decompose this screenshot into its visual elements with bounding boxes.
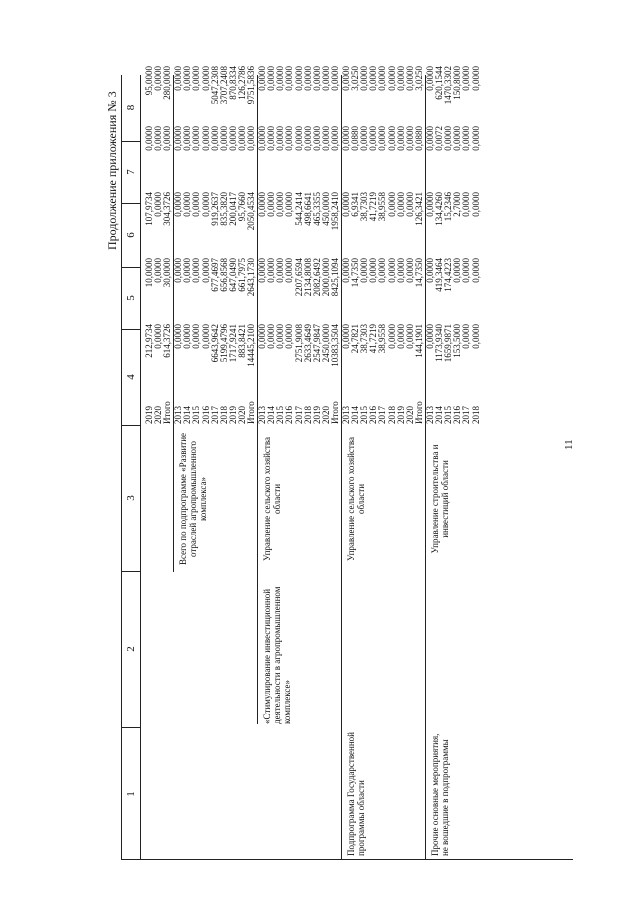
year-cell: 2018 <box>218 406 229 424</box>
local-budget-cell: 0,0000 <box>425 126 435 151</box>
regional-budget-cell: 304,3726 <box>162 192 173 226</box>
federal-budget-cell: 0,0000 <box>173 258 184 283</box>
year-cell: 2017 <box>377 406 388 424</box>
total-cell: 0,0000 <box>425 324 435 349</box>
other-sources-cell: 126,2786 <box>236 66 247 100</box>
local-budget-cell: 0,0000 <box>200 126 211 151</box>
other-sources-cell: 0,0000 <box>368 66 379 91</box>
local-budget-cell: 0,0000 <box>209 126 220 151</box>
total-cell: 0,0000 <box>284 324 295 349</box>
year-cell: 2014 <box>350 406 361 424</box>
column-header-3: 3 <box>122 425 140 572</box>
total-cell: 1717,9241 <box>227 324 238 363</box>
other-sources-cell: 0,0000 <box>293 66 304 91</box>
federal-budget-cell: 647,0490 <box>227 258 238 292</box>
other-sources-cell: 3,0250 <box>413 66 424 91</box>
total-cell: 38,7303 <box>359 324 370 354</box>
year-cell: 2015 <box>443 406 454 424</box>
regional-budget-cell: 0,0000 <box>404 192 415 217</box>
total-cell: 0,0000 <box>404 324 415 349</box>
local-budget-cell: 0,0000 <box>368 126 379 151</box>
total-cell: 38,9558 <box>377 324 388 354</box>
regional-budget-cell: 465,3355 <box>311 192 322 226</box>
total-cell: 0,0000 <box>153 324 164 349</box>
other-sources-cell: 5047,2308 <box>209 66 220 105</box>
regional-budget-cell: 38,9558 <box>377 192 388 222</box>
federal-budget-cell: 2207,6594 <box>293 258 304 297</box>
regional-budget-cell: 0,0000 <box>182 192 193 217</box>
regional-budget-cell: 2050,4534 <box>246 192 257 231</box>
regional-budget-cell: 0,0000 <box>173 192 184 217</box>
local-budget-cell: 0,0000 <box>246 126 257 151</box>
local-budget-cell: 0,0000 <box>191 126 202 151</box>
regional-budget-cell: 0,0000 <box>461 192 472 217</box>
local-budget-cell: 0,0000 <box>311 126 322 151</box>
federal-budget-cell: 0,0000 <box>341 258 352 283</box>
regional-budget-cell: 107,9734 <box>144 192 154 226</box>
federal-budget-cell: 0,0000 <box>470 258 481 283</box>
local-budget-cell: 0,0000 <box>218 126 229 151</box>
other-sources-cell: 150,8000 <box>452 66 463 100</box>
regional-budget-cell: 0,0000 <box>284 192 295 217</box>
other-sources-cell: 0,0000 <box>395 66 406 91</box>
other-sources-cell: 0,0000 <box>461 66 472 91</box>
local-budget-cell: 0,0000 <box>461 126 472 151</box>
federal-budget-cell: 0,0000 <box>404 258 415 283</box>
other-sources-cell: 870,8334 <box>227 66 238 100</box>
rotated-page <box>105 65 575 870</box>
total-cell: 5199,4796 <box>218 324 229 363</box>
total-cell: 14445,2100 <box>246 324 257 367</box>
local-budget-cell: 0,0000 <box>182 126 193 151</box>
regional-budget-cell: 95,7660 <box>236 192 247 222</box>
year-cell: 2013 <box>257 406 268 424</box>
local-budget-cell: 0,0000 <box>173 126 184 151</box>
local-budget-cell: 0,0000 <box>275 126 286 151</box>
local-budget-cell: 0,0000 <box>153 126 164 151</box>
total-cell: 0,0000 <box>461 324 472 349</box>
total-cell: 1659,9871 <box>443 324 454 363</box>
local-budget-cell: 0,0000 <box>162 126 173 151</box>
federal-budget-cell: 0,0000 <box>257 258 268 283</box>
year-cell: 2016 <box>284 406 295 424</box>
column-header-6: 6 <box>122 203 140 268</box>
other-sources-cell: 0,0000 <box>329 66 340 91</box>
federal-budget-cell: 0,0000 <box>377 258 388 283</box>
column-header-5: 5 <box>122 267 140 330</box>
year-cell: 2020 <box>404 406 415 424</box>
federal-budget-cell: 0,0000 <box>153 258 164 283</box>
other-sources-cell: 0,0000 <box>284 66 295 91</box>
other-sources-cell: 0,0000 <box>153 66 164 91</box>
local-budget-cell: 0,0000 <box>341 126 352 151</box>
other-sources-cell: 620,1544 <box>434 66 445 100</box>
regional-budget-cell: 835,3820 <box>218 192 229 226</box>
column-header-2: 2 <box>122 571 140 728</box>
other-sources-cell: 0,0000 <box>200 66 211 91</box>
other-sources-cell: 0,0000 <box>275 66 286 91</box>
year-cell: Итого <box>246 401 257 424</box>
responsible-executor-cell: Управление сельского хозяйства области <box>346 437 367 561</box>
federal-budget-cell: 677,4697 <box>209 258 220 292</box>
year-cell: Итого <box>413 401 424 424</box>
federal-budget-cell: 0,0000 <box>368 258 379 283</box>
total-cell: 212,9734 <box>144 324 154 358</box>
other-sources-cell: 0,0000 <box>377 66 388 91</box>
regional-budget-cell: 0,0000 <box>341 192 352 217</box>
local-budget-cell: 0,0000 <box>284 126 295 151</box>
regional-budget-cell: 41,7219 <box>368 192 379 222</box>
total-cell: 0,0000 <box>341 324 352 349</box>
local-budget-cell: 0,0000 <box>395 126 406 151</box>
federal-budget-cell: 0,0000 <box>359 258 370 283</box>
year-cell: 2016 <box>200 406 211 424</box>
regional-budget-cell: 498,6641 <box>302 192 313 226</box>
appendix-continuation-label: Продолжение приложения № 3 <box>105 91 119 250</box>
other-sources-cell: 0,0000 <box>341 66 352 91</box>
total-cell: 0,0000 <box>266 324 277 349</box>
responsible-executor-cell: Всего по подпрограмме «Развитие отраслей агропромышленного комплекса» <box>178 432 209 566</box>
year-cell: 2014 <box>266 406 277 424</box>
program-name-cell: Подпрограмма Государственной программы области <box>346 732 367 856</box>
federal-budget-cell: 10,0000 <box>144 258 154 288</box>
federal-budget-cell: 419,3464 <box>434 258 445 292</box>
federal-budget-cell: 0,0000 <box>461 258 472 283</box>
other-sources-cell: 0,0000 <box>320 66 331 91</box>
year-cell: 2013 <box>173 406 184 424</box>
total-cell: 2633,4649 <box>302 324 313 363</box>
other-sources-cell: 280,0000 <box>162 66 173 100</box>
year-cell: 2017 <box>293 406 304 424</box>
regional-budget-cell: 0,0000 <box>153 192 164 217</box>
local-budget-cell: 0,0000 <box>257 126 268 151</box>
local-budget-cell: 0,0000 <box>470 126 481 151</box>
regional-budget-cell: 0,0000 <box>395 192 406 217</box>
total-cell: 0,0000 <box>275 324 286 349</box>
year-cell: 2019 <box>395 406 406 424</box>
year-cell: 2018 <box>470 406 481 424</box>
other-sources-cell: 0,0000 <box>182 66 193 91</box>
column-header-7: 7 <box>122 141 140 204</box>
column-header-1: 1 <box>125 791 137 797</box>
total-cell: 0,0000 <box>470 324 481 349</box>
other-sources-cell: 3707,2408 <box>218 66 229 105</box>
other-sources-cell: 9751,5836 <box>246 66 257 105</box>
other-sources-cell: 0,0000 <box>359 66 370 91</box>
total-cell: 0,0000 <box>173 324 184 349</box>
regional-budget-cell: 0,0000 <box>257 192 268 217</box>
local-budget-cell: 0,0000 <box>236 126 247 151</box>
year-cell: 2015 <box>359 406 370 424</box>
regional-budget-cell: 134,4260 <box>434 192 445 226</box>
budget-table <box>121 66 573 860</box>
total-cell: 24,7821 <box>350 324 361 354</box>
federal-budget-cell: 656,8568 <box>218 258 229 292</box>
federal-budget-cell: 0,0000 <box>275 258 286 283</box>
local-budget-cell: 0,0000 <box>377 126 388 151</box>
federal-budget-cell: 174,4223 <box>443 258 454 292</box>
year-cell: 2020 <box>153 406 164 424</box>
year-cell: 2014 <box>434 406 445 424</box>
federal-budget-cell: 2134,8008 <box>302 258 313 297</box>
total-cell: 10383,3504 <box>329 324 340 367</box>
regional-budget-cell: 2,7000 <box>452 192 463 217</box>
federal-budget-cell: 0,0000 <box>284 258 295 283</box>
page-number: 11 <box>563 439 575 450</box>
other-sources-cell: 0,0000 <box>191 66 202 91</box>
year-cell: 2020 <box>320 406 331 424</box>
table-block <box>425 66 481 860</box>
federal-budget-cell: 661,7975 <box>236 258 247 292</box>
total-cell: 0,0000 <box>395 324 406 349</box>
table-block <box>173 66 257 860</box>
regional-budget-cell: 0,0000 <box>470 192 481 217</box>
year-cell: 2020 <box>236 406 247 424</box>
year-cell: 2018 <box>302 406 313 424</box>
regional-budget-cell: 544,2414 <box>293 192 304 226</box>
local-budget-cell: 0,0880 <box>350 126 361 151</box>
federal-budget-cell: 2000,0000 <box>320 258 331 297</box>
year-cell: 2018 <box>386 406 397 424</box>
total-cell: 2547,9847 <box>311 324 322 363</box>
year-cell: 2016 <box>368 406 379 424</box>
federal-budget-cell: 0,0000 <box>395 258 406 283</box>
other-sources-cell: 0,0000 <box>386 66 397 91</box>
other-sources-cell: 95,0000 <box>144 66 154 96</box>
other-sources-cell: 1470,3302 <box>443 66 454 105</box>
regional-budget-cell: 0,0000 <box>275 192 286 217</box>
federal-budget-cell: 0,0000 <box>200 258 211 283</box>
year-cell: Итого <box>329 401 340 424</box>
federal-budget-cell: 14,7350 <box>413 258 424 288</box>
total-cell: 41,7219 <box>368 324 379 354</box>
measure-name-cell: «Стимулирование инвестиционной деятельности в агропромышленном комплексе» <box>262 586 293 724</box>
local-budget-cell: 0,0000 <box>359 126 370 151</box>
local-budget-cell: 0,0000 <box>443 126 454 151</box>
regional-budget-cell: 15,2346 <box>443 192 454 222</box>
year-cell: 2014 <box>182 406 193 424</box>
federal-budget-cell: 2643,1730 <box>246 258 257 297</box>
local-budget-cell: 0,0000 <box>293 126 304 151</box>
program-name-cell: Прочие основные мероприятия, не вошедшие в подпрограммы <box>430 733 450 856</box>
local-budget-cell: 0,0000 <box>227 126 238 151</box>
regional-budget-cell: 1958,2410 <box>329 192 340 231</box>
year-cell: 2013 <box>425 406 435 424</box>
local-budget-cell: 0,0072 <box>434 126 445 151</box>
total-cell: 1173,9340 <box>434 324 445 362</box>
regional-budget-cell: 6,9341 <box>350 192 361 217</box>
other-sources-cell: 0,0000 <box>470 66 481 91</box>
regional-budget-cell: 126,3421 <box>413 192 424 226</box>
table-block <box>144 66 173 860</box>
other-sources-cell: 0,0000 <box>266 66 277 91</box>
federal-budget-cell: 0,0000 <box>266 258 277 283</box>
local-budget-cell: 0,0000 <box>452 126 463 151</box>
year-cell: 2019 <box>227 406 238 424</box>
total-cell: 0,0000 <box>386 324 397 349</box>
column-header-4: 4 <box>122 329 140 426</box>
regional-budget-cell: 0,0000 <box>200 192 211 217</box>
total-cell: 0,0000 <box>191 324 202 349</box>
total-cell: 614,3726 <box>162 324 173 358</box>
federal-budget-cell: 14,7350 <box>350 258 361 288</box>
total-cell: 0,0000 <box>182 324 193 349</box>
total-cell: 0,0000 <box>257 324 268 349</box>
regional-budget-cell: 0,0000 <box>386 192 397 217</box>
other-sources-cell: 0,0000 <box>404 66 415 91</box>
year-cell: 2016 <box>452 406 463 424</box>
federal-budget-cell: 2082,6492 <box>311 258 322 297</box>
federal-budget-cell: 30,0000 <box>162 258 173 288</box>
total-cell: 2450,0000 <box>320 324 331 363</box>
local-budget-cell: 0,0000 <box>320 126 331 151</box>
year-cell: 2019 <box>144 406 154 424</box>
total-cell: 883,8421 <box>236 324 247 358</box>
year-cell: 2015 <box>275 406 286 424</box>
local-budget-cell: 0,0000 <box>386 126 397 151</box>
total-cell: 2751,9008 <box>293 324 304 363</box>
federal-budget-cell: 0,0000 <box>386 258 397 283</box>
local-budget-cell: 0,0000 <box>329 126 340 151</box>
year-cell: 2019 <box>311 406 322 424</box>
table-block <box>341 66 424 860</box>
year-cell: 2013 <box>341 406 352 424</box>
federal-budget-cell: 8425,1094 <box>329 258 340 297</box>
year-cell: 2015 <box>191 406 202 424</box>
regional-budget-cell: 0,0000 <box>266 192 277 217</box>
regional-budget-cell: 38,7303 <box>359 192 370 222</box>
local-budget-cell: 0,0000 <box>302 126 313 151</box>
regional-budget-cell: 0,0000 <box>425 192 435 217</box>
federal-budget-cell: 0,0000 <box>452 258 463 283</box>
local-budget-cell: 0,0000 <box>404 126 415 151</box>
local-budget-cell: 0,0000 <box>144 126 154 151</box>
year-cell: Итого <box>162 401 173 424</box>
responsible-executor-cell: Управление строительства и инвестиций области <box>430 444 450 554</box>
other-sources-cell: 0,0000 <box>173 66 184 91</box>
other-sources-cell: 0,0000 <box>302 66 313 91</box>
regional-budget-cell: 200,0417 <box>227 192 238 226</box>
other-sources-cell: 0,0000 <box>425 66 435 91</box>
other-sources-cell: 0,0000 <box>311 66 322 91</box>
regional-budget-cell: 0,0000 <box>191 192 202 217</box>
federal-budget-cell: 0,0000 <box>182 258 193 283</box>
local-budget-cell: 0,0880 <box>413 126 424 151</box>
federal-budget-cell: 0,0000 <box>425 258 435 283</box>
local-budget-cell: 0,0000 <box>266 126 277 151</box>
regional-budget-cell: 450,0000 <box>320 192 331 226</box>
total-cell: 144,1901 <box>413 324 424 358</box>
responsible-executor-cell: Управление сельского хозяйства области <box>262 437 283 561</box>
total-cell: 153,5000 <box>452 324 463 358</box>
year-cell: 2017 <box>461 406 472 424</box>
total-cell: 0,0000 <box>200 324 211 349</box>
total-cell: 6643,9642 <box>209 324 220 363</box>
federal-budget-cell: 0,0000 <box>191 258 202 283</box>
other-sources-cell: 0,0000 <box>257 66 268 91</box>
column-number-header <box>121 75 141 860</box>
table-block <box>257 66 340 860</box>
column-header-8: 8 <box>122 74 140 142</box>
regional-budget-cell: 919,2637 <box>209 192 220 226</box>
other-sources-cell: 3,0250 <box>350 66 361 91</box>
year-cell: 2017 <box>209 406 220 424</box>
